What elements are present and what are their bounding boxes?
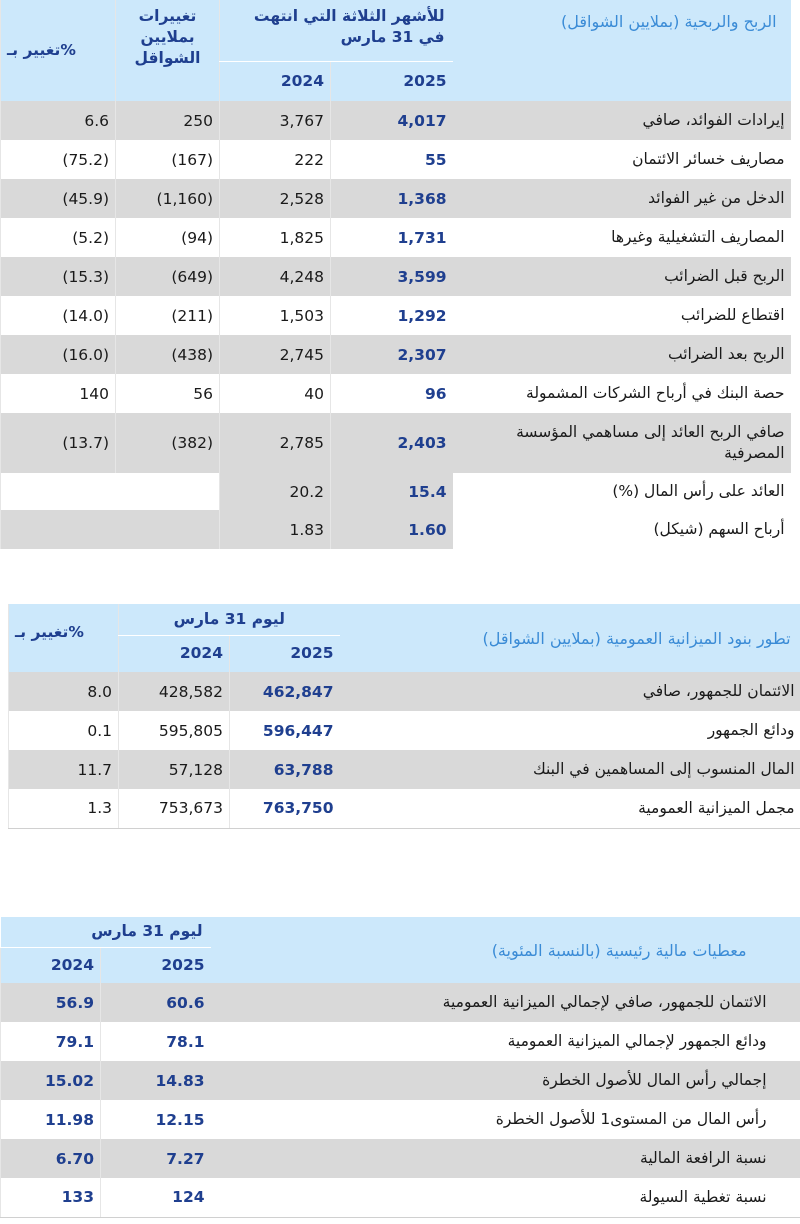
value-2024: 2,785 <box>220 413 331 473</box>
key-ratios-table <box>0 917 800 1218</box>
value-2025: 124 <box>101 1178 211 1217</box>
value-2025: 96 <box>331 374 453 413</box>
value-2024: 4,248 <box>220 257 331 296</box>
table1-title: الربح والربحية (بملايين الشواقل) <box>453 0 791 101</box>
pct-change: (14.0) <box>1 296 116 335</box>
pct-change: (45.9) <box>1 179 116 218</box>
table-row <box>9 711 800 750</box>
row-label: الدخل من غير الفوائد <box>453 179 791 218</box>
value-2024: 57,128 <box>119 750 230 789</box>
value-2025: 596,447 <box>230 711 340 750</box>
value-2025: 63,788 <box>230 750 340 789</box>
header-year-2024: 2024 <box>119 635 230 672</box>
value-2025: 2,307 <box>331 335 453 374</box>
pct-change <box>1 473 220 510</box>
value-2025: 1,731 <box>331 218 453 257</box>
header-pct-change: تغيير بـ% <box>1 0 116 101</box>
pct-change: (15.3) <box>1 257 116 296</box>
table-row <box>1 413 791 473</box>
table-row <box>1 1061 800 1100</box>
table-row <box>1 510 791 549</box>
table-row <box>1 296 791 335</box>
change-value: (438) <box>116 335 220 374</box>
row-label: نسبة تغطية السيولة <box>211 1178 800 1217</box>
pct-change: 8.0 <box>9 672 119 711</box>
value-2024: 1,503 <box>220 296 331 335</box>
value-2024: 79.1 <box>1 1022 101 1061</box>
pct-change: 140 <box>1 374 116 413</box>
table-row <box>1 218 791 257</box>
value-2025: 12.15 <box>101 1100 211 1139</box>
row-label: العائد على رأس المال (%) <box>453 473 791 510</box>
change-value: (94) <box>116 218 220 257</box>
header-period: للأشهر الثلاثة التي انتهت في 31 مارس <box>220 0 453 61</box>
value-2024: 40 <box>220 374 331 413</box>
row-label: الربح بعد الضرائب <box>453 335 791 374</box>
header-pct-change: تغيير بـ% <box>9 604 119 672</box>
profitability-table <box>0 0 791 549</box>
value-2025: 78.1 <box>101 1022 211 1061</box>
value-2025: 7.27 <box>101 1139 211 1178</box>
pct-change: 0.1 <box>9 711 119 750</box>
value-2024: 56.9 <box>1 983 101 1022</box>
table-row <box>9 750 800 789</box>
value-2024: 1,825 <box>220 218 331 257</box>
change-value: 250 <box>116 101 220 140</box>
value-2024: 20.2 <box>220 473 331 510</box>
pct-change: 6.6 <box>1 101 116 140</box>
table-row <box>1 983 800 1022</box>
value-2024: 133 <box>1 1178 101 1217</box>
value-2024: 2,528 <box>220 179 331 218</box>
value-2025: 60.6 <box>101 983 211 1022</box>
row-label: ودائع الجمهور لإجمالي الميزانية العمومية <box>507 1032 767 1051</box>
table-row <box>9 672 800 711</box>
value-2025: 4,017 <box>331 101 453 140</box>
row-label: المصاريف التشغيلية وغيرها <box>611 228 785 247</box>
value-2024: 1.83 <box>220 510 331 549</box>
header-year-2024: 2024 <box>1 947 101 983</box>
table2-title: تطور بنود الميزانية العمومية (بملايين الشواقل) <box>340 604 800 672</box>
change-value: (167) <box>116 140 220 179</box>
value-2024: 2,745 <box>220 335 331 374</box>
table-row <box>1 335 791 374</box>
row-label: نسبة الرافعة المالية <box>211 1139 800 1178</box>
table-row <box>1 140 791 179</box>
row-label: صافي الربح العائد إلى مساهمي المؤسسة المصرفية <box>453 413 791 473</box>
value-2025: 1,292 <box>331 296 453 335</box>
header-change-millions: تغييرات بملايين الشواقل <box>116 0 220 101</box>
table3-title: معطيات مالية رئيسية (بالنسبة المئوية) <box>211 917 800 983</box>
row-label: حصة البنك في أرباح الشركات المشمولة <box>526 384 785 403</box>
change-value: (649) <box>116 257 220 296</box>
header-period: ليوم 31 مارس <box>1 917 211 947</box>
pct-change: 11.7 <box>9 750 119 789</box>
value-2024: 595,805 <box>119 711 230 750</box>
change-value: 56 <box>116 374 220 413</box>
value-2025: 55 <box>331 140 453 179</box>
header-year-2025: 2025 <box>101 947 211 983</box>
row-label: مصاريف خسائر الائتمان <box>632 150 785 169</box>
value-2025: 15.4 <box>331 473 453 510</box>
pct-change: 1.3 <box>9 789 119 828</box>
value-2024: 222 <box>220 140 331 179</box>
value-2024: 753,673 <box>119 789 230 828</box>
row-label: مجمل الميزانية العمومية <box>340 789 800 828</box>
row-label: الائتمان للجمهور، صافي لإجمالي الميزانية العمومية <box>211 983 800 1022</box>
value-2025: 3,599 <box>331 257 453 296</box>
change-value: (1,160) <box>116 179 220 218</box>
table-row <box>1 1100 800 1139</box>
pct-change: (16.0) <box>1 335 116 374</box>
row-label: أرباح السهم (شيكل) <box>453 510 791 549</box>
row-label: الائتمان للجمهور، صافي <box>340 672 800 711</box>
pct-change: (75.2) <box>1 140 116 179</box>
value-2024: 15.02 <box>1 1061 101 1100</box>
row-label: إجمالي رأس المال للأصول الخطرة <box>211 1061 800 1100</box>
change-value: (382) <box>116 413 220 473</box>
table-row <box>1 179 791 218</box>
value-2024: 11.98 <box>1 1100 101 1139</box>
change-value: (211) <box>116 296 220 335</box>
value-2025: 2,403 <box>331 413 453 473</box>
value-2025: 763,750 <box>230 789 340 828</box>
row-label: رأس المال من المستوى1 للأصول الخطرة <box>495 1110 767 1129</box>
pct-change: (13.7) <box>1 413 116 473</box>
header-year-2024: 2024 <box>220 61 331 101</box>
row-label: إيرادات الفوائد، صافي <box>453 101 791 140</box>
table-row <box>1 1022 800 1061</box>
value-2024: 3,767 <box>220 101 331 140</box>
row-label: ودائع الجمهور <box>707 721 795 740</box>
value-2024: 6.70 <box>1 1139 101 1178</box>
pct-change: (5.2) <box>1 218 116 257</box>
table-row <box>1 473 791 510</box>
table-row <box>1 1178 800 1217</box>
table-row <box>1 374 791 413</box>
header-year-2025: 2025 <box>230 635 340 672</box>
table-row <box>1 1139 800 1178</box>
table-row <box>9 789 800 828</box>
table-row <box>1 257 791 296</box>
value-2025: 1,368 <box>331 179 453 218</box>
change-value <box>1 510 220 549</box>
header-year-2025: 2025 <box>331 61 453 101</box>
header-period: ليوم 31 مارس <box>119 604 340 635</box>
value-2025: 1.60 <box>331 510 453 549</box>
row-label: اقتطاع للضرائب <box>680 306 785 325</box>
table-row <box>1 101 791 140</box>
value-2024: 428,582 <box>119 672 230 711</box>
value-2025: 14.83 <box>101 1061 211 1100</box>
row-label: الربح قبل الضرائب <box>453 257 791 296</box>
row-label: المال المنسوب إلى المساهمين في البنك <box>340 750 800 789</box>
balance-sheet-table <box>8 604 800 829</box>
value-2025: 462,847 <box>230 672 340 711</box>
